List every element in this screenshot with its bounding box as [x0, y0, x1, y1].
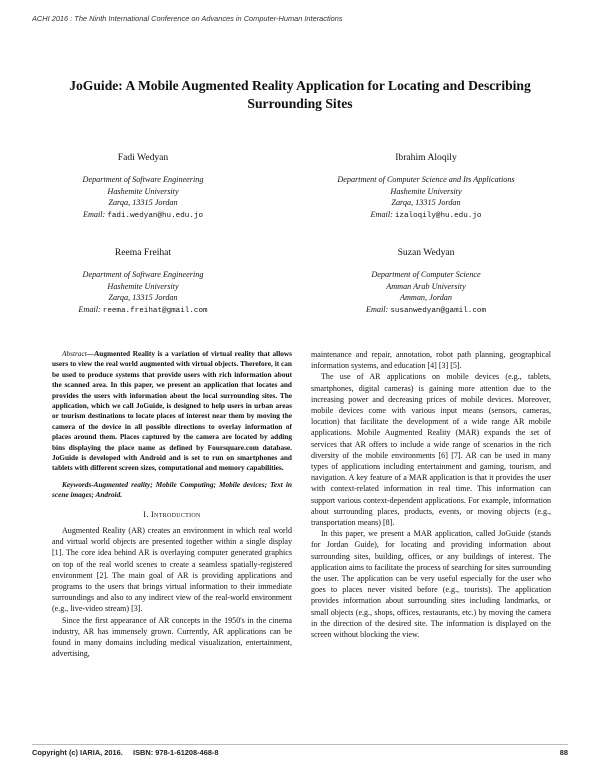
email-address: reema.freihat@gmail.com — [102, 306, 208, 315]
email-label: Email: — [370, 209, 393, 219]
page-number: 88 — [559, 748, 568, 757]
left-column — [52, 349, 292, 659]
author-email — [291, 304, 561, 318]
author-dept: Department of Computer Science — [371, 270, 481, 279]
body-paragraph: maintenance and repair, annotation, robot path planning, geographical information systems, and education [4] [3] [5]. — [311, 350, 551, 371]
body-paragraph: The use of AR applications on mobile devices (e.g., tablets, smartphones, digital cameras) is gaining more attention due to the increasing power and decreasing prices of mobile devices. Moreover, mobile devices come with various input means (sensors, cameras, location) that facilitate the development of a wide range AR mobile applications. Mobile Augmented Reality (MAR) expands the set of services that AR offers to include a wide range of scenarios in the rich diversity of the mobile environments [6] [7]. AR can be used in many types of applications including entertainment and gaming, tourism, and navigation. A key feature of a MAR application is that it provides the user with context-related information in real time. This information can support various context-dependent applications. For example, information about surrounding places, products, events, or moving objects (e.g., transportation means) [8]. — [311, 372, 551, 528]
author-name: Ibrahim Aloqily — [395, 152, 457, 163]
author-email — [8, 209, 278, 223]
abstract — [52, 349, 292, 474]
author-univ: Amman Arab University — [386, 281, 466, 291]
author-block — [8, 152, 278, 222]
body-paragraph: Augmented Reality (AR) creates an environment in which real world and virtual world objects are presented together within a single display [1]. The core idea behind AR is overlaying computer generated graphics on top of the real world scenes to create a seamless spatially-registered environment [2]. The main goal of AR is providing applications and programs to the users that brings virtual information to their immediate surroundings and also to any indirect view of the real-world environment (e.g., live-video stream) [3]. — [52, 525, 292, 614]
author-name: Reema Freihat — [114, 247, 172, 258]
section-number: I. — [143, 509, 149, 519]
right-column — [311, 349, 551, 640]
conference-header: ACHI 2016 : The Ninth International Conference on Advances in Computer-Human Interactions — [32, 14, 343, 23]
email-address: susanwedyan@gamil.com — [390, 306, 487, 315]
author-univ: Hashemite University — [107, 281, 179, 291]
author-block — [276, 152, 576, 222]
page-footer — [32, 748, 568, 757]
paper-title: JoGuide: A Mobile Augmented Reality Application for Locating and Describing Surrounding Sites — [69, 78, 531, 111]
section-title: Introduction — [151, 509, 201, 519]
author-univ: Hashemite University — [390, 186, 462, 196]
author-univ: Hashemite University — [107, 186, 179, 196]
body-paragraph: Since the first appearance of AR concepts in the 1950's in the cinema industry, AR has immensely grown. Currently, AR applications can be found in many domains including medical visualization, entertainment, advertising, — [52, 615, 292, 659]
keywords: Keywords-Augmented reality; Mobile Computing; Mobile devices; Text in scene images; Android. — [52, 479, 292, 500]
author-dept: Department of Software Engineering — [82, 175, 204, 184]
email-label: Email: — [365, 304, 389, 314]
section-heading — [52, 509, 292, 520]
author-block — [291, 247, 561, 317]
author-city: Zarqa, 13315 Jordan — [108, 293, 178, 303]
footer-divider — [32, 744, 568, 745]
abstract-lead: Abstract — [62, 349, 87, 358]
author-dept: Department of Computer Science and Its Applications — [337, 175, 515, 184]
author-email — [276, 209, 576, 223]
author-city: Amman, Jordan — [400, 293, 452, 303]
email-address: izaloqily@hu.edu.jo — [394, 211, 482, 220]
isbn: ISBN: 978-1-61208-468-8 — [133, 748, 219, 757]
email-label: Email: — [82, 209, 106, 219]
author-city: Zarqa, 13315 Jordan — [108, 198, 178, 208]
copyright: Copyright (c) IARIA, 2016. — [32, 748, 123, 757]
author-email — [8, 304, 278, 318]
abstract-text: —Augmented Reality is a variation of virtual reality that allows users to view the real world augmented with virtual objects. Therefore, it can be used to produce systems that provide users with rich information about the scanned area. In this paper, we present an application that locates and provides the users with information about the local surrounding sites. The application, which we call JoGuide, is designed to help users in urban areas or tourism destinations to locate places of interest near them by moving the camera of the device in all possible directions to overlay information of places around them. Places captured by the camera are located by adding bins displaying the place name as defined by Foursquare.com database. JoGuide is developed with Android and is set to run on smartphones and tablets with different screen sizes, computational and memory capabilities. — [52, 349, 292, 473]
body-paragraph: In this paper, we present a MAR application, called JoGuide (stands for Jordan Guide), for locating and providing information about surrounding sites, building, offices, or any buildings of interest. The application aims to facilitate the process of searching for sites surrounding the user. The application can be very useful especially for the user who goes to places never visited before (e.g., tourists). The application provides information about surrounding sites including landmarks, or small objects (e.g., shops, offices, restaurants, etc.) by moving the camera in the direction of the desired site. The information is displayed on the screen without blocking the view. — [311, 529, 551, 640]
author-block — [8, 247, 278, 317]
author-name: Fadi Wedyan — [117, 152, 169, 163]
author-city: Zarqa, 13315 Jordan — [391, 198, 461, 208]
author-dept: Department of Software Engineering — [82, 270, 204, 279]
email-address: fadi.wedyan@hu.edu.jo — [107, 211, 204, 220]
email-label: Email: — [78, 304, 101, 314]
author-name: Suzan Wedyan — [397, 247, 455, 258]
